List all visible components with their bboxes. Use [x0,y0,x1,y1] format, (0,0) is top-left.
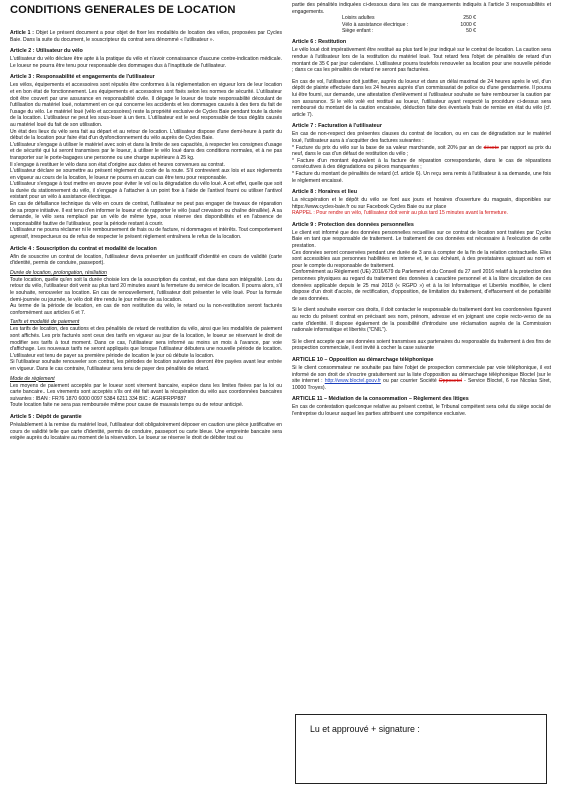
article-2-text: L'utilisateur du vélo déclare être apte à la pratique du vélo et n'avoir connaissance d'aucune contre-indication médicale. Le loueur ne pourra être tenu pour responsable des dommages dus à l'inaptitude de l'utilisateur. [10,56,282,69]
article-4-subtitle-payment: Mode de règlement [10,375,55,382]
article-5-continued-text: partie des pénalités indiquées ci-dessous dans les cas de manquements indiqués à l'article 3 responsabilités et engagements. [292,2,551,15]
price-row: Siège enfant : 50 € [342,28,476,34]
signature-label: Lu et approuvé + signature : [310,724,420,734]
article-7-item-2: * Facture d'un montant équivalent à la facture de réparation correspondante, dans le cas de réparations consécutives à des dégradations ou pièces manquantes ; [292,157,551,171]
article-7-item-3: * Facture du montant de pénalités de retard (cf. article 6). Un reçu sera remis à l'utilisateur à sa demande, une fois le règlement encaissé. [292,170,551,184]
article-7-item-1: * Facture du prix du vélo sur la base de sa valeur marchande, soit 20% par an de décote par rapport au prix du neuf, dans le cas d'un défaut de restitution du vélo ; [292,144,552,158]
article-4-p4: Les tarifs de location, des cautions et des pénalités de retard de restitution du vélo, ainsi que les modalités de paiement sont affichés. Les prix facturés sont ceux des tarifs en vigueur au jour de la location, le loueur se réservant le droit de modifier ses tarifs à tout moment. Dans ce cas, l'utilisateur sera informé au moins un mois à l'avance, par voie d'affichage. Les nouveaux tarifs ne seront appliqués que lorsque l'utilisateur débutera une nouvelle période de location. L'utilisateur est tenu de payer sa première période de location le jour où débute la location. [10,326,282,359]
article-7 [292,123,551,184]
article-4-p6: Les moyens de paiement acceptés par le loueur sont virement bancaire, espèce dans les limites fixées par la loi ou carte bancaire.. Les virements sont acceptés s'ils ont été fait avant la récupération du vélo aux coordonnées bancaires suivantes : IBAN : FR76 1870 6000 0097 5384 6211 334 BIC : AGRIFRPP887 [10,382,282,402]
article-9-title: Article 9 : Protection des données personnelles [292,221,414,228]
article-5 [10,414,282,442]
article-8-title: Article 8 : Horaires et lieu [292,189,358,196]
article-9-p2: Ces données seront conservées pendant une durée de 3 ans à compter de la fin de la relation contractuelle. Elles sont accessibles aux personnes habilitées en interne et, le cas échéant, à des prestataires agissant au nom et pour le compte du responsable de traitement. [292,249,551,269]
article-2-title: Article 2 : Utilisateur du vélo [10,48,83,55]
bloctel-link[interactable]: http://www.bloctel.gouv.fr [324,378,381,385]
article-11-title: ARTICLE 11 – Médiation de la consommation – Règlement des litiges [292,396,469,403]
price-row: Vélo à assistance électrique : 1000 € [342,21,476,28]
article-3-p8: L'utilisateur ne pourra réclamer ni le remboursement de frais ou de facture, ni dommages et intérêts. Tout comportement agressif, irrespectueux ou de refus de respecter le présent règlement entraînera le refus de la location. [10,227,282,241]
article-3-p3: L'utilisateur s'engage à utiliser le matériel avec soin et dans la limite de ses capacités, à respecter les consignes d'usage et de sécurité qui lui seront transmises par le loueur, à utiliser le vélo loué dans des conditions normales, et à ne pas transporter sur le porte-bagages une personne ou une charge supérieure à 25 kg. [10,141,282,161]
article-9-p1: Le client est informé que des données personnelles recueillies sur ce contrat de location sont traitées par Cycles Baie en tant que responsable de traitement. Le traitement de ces données est nécessaire à l'exécution de cette prestation. [292,229,551,250]
page-title: CONDITIONS GENERALES DE LOCATION [10,4,236,16]
article-9-p3: Conformément au Règlement (UE) 2016/679 du Parlement et du Conseil du 27 avril 2016 relatif à la protection des personnes physiques au regard du traitement des données à caractère personnel et à la libre circulation de ces données applicable depuis le 25 mai 2018 (« RGPD ») et à la loi Informatique et Libertés modifiée, le client dispose d'un droit d'accès, de rectification, d'opposition, de limitation du traitement, d'effacement et de portabilité de ses données. [292,269,551,302]
article-4-p7: Toute location faite ne sera pas remboursée même pour cause de mauvais temps ou de retour anticipé. [10,402,244,409]
article-9-p4: Si le client souhaite exercer ces droits, il doit contacter le responsable du traitement dont les coordonnées figurent au recto du présent contrat en précisant ses nom, prénom, adresse et en joignant une copie recto-verso de sa carte d'identité. Il dispose également de la possibilité d'introduire une réclamation auprès de la Commission nationale informatique et libertés ("CNIL"). [292,307,551,334]
article-3-p6: L'utilisateur s'engage à tout mettre en œuvre pour éviter le vol ou la dégradation du vélo loué. A cet effet, quelle que soit la durée du stationnement du vélo, il s'engage à l'attacher à un point fixe à l'aide de l'antivol fourni ou utiliser l'antivol existant pour un vélo à assistance électrique. [10,181,282,201]
article-8-reminder: RAPPEL : Pour rendre un vélo, l'utilisateur doit venir au plus tard 15 minutes avant la fermeture. [292,210,508,217]
article-5-continued [292,2,551,34]
article-4 [10,246,282,409]
signature-box[interactable] [295,714,547,784]
article-3 [10,74,282,240]
article-3-p7: En cas de défaillance technique du vélo en cours de contrat, l'utilisateur ne peut pas engager de travaux de réparation de sa propre initiative. Il est tenu d'en informer le loueur et de rapporter le vélo (sauf crevaison ou chaîne déraillée). A sa demande, le vélo sera remplacé par un vélo de même type, sous réserve des disponibilités et en l'absence de responsabilité fautive de l'utilisateur, pour la période restant à courir. [10,201,282,227]
article-1-text: Objet Le présent document a pour objet de fixer les modalités de location des vélos, proposées par Cycles Baie. Dans la suite du document, le souscripteur du contrat sera dénommé « l'utilisateur ». [10,30,283,43]
article-6-p2: En cas de vol, l'utilisateur doit justifier, auprès du loueur et dans un délai maximal de 24 heures après le vol, d'un dépôt de plainte effectuée dans les 24 heures auprès d'un commissariat de police ou d'une gendarmerie. Il pourra lui être fourni, sur demande, une attestation d'enlèvement si l'utilisateur souhaite se faire rembourser la caution par son assurance. Si le vélo volé est restitué au loueur, l'utilisateur ayant respecté la procédure ci-dessus sera remboursé du montant de la caution encaissée, déduction faite des éventuels frais de remise en état du vélo (cf. article 7). [292,78,551,118]
article-8 [292,189,551,217]
article-10-p1: Si le client consommateur ne souhaite pas faire l'objet de prospection commerciale par voie téléphonique, il est informé de son droit de s'inscrire gratuitement sur la liste d'opposition au démarchage téléphonique Bloctel (sur le site internet : http://www.bloctel.gouv.fr ou par courrier Société Opposetel - Service Bloctel, 6 rue Nicolas Siret, 10000 Troyes). [292,364,552,391]
article-1-title: Article 1 : [10,30,34,36]
article-4-p2: Toute location, quelle qu'en soit la durée choisie lors de la souscription du contrat, est due dans son intégralité. Lors du retour du vélo, l'utilisateur doit venir au plus tard 20 minutes avant la fermeture du service de location. Il pourra alors, s'il le souhaite, renouveler sa location. En cas de renouvellement, l'utilisateur doit présenter le vélo loué. Pour la formule demi-journée ou journée, le vélo doit être rendu le jour même de sa location. [10,276,282,303]
article-7-p1: En cas de non-respect des présentes clauses du contrat de location, ou en cas de dégradation sur le matériel loué, l'utilisateur aura à s'acquitter des factures suivantes : [292,131,551,144]
price-row: Loisirs adultes 250 € [342,15,476,22]
article-7-title: Article 7 : Facturation à l'utilisateur [292,123,382,130]
article-3-p1: Les vélos, équipements et accessoires sont réputés être conformes à la réglementation en vigueur lors de leur location et en bon état de fonctionnement. Les équipements et accessoires sont fixés selon les normes de sécurité. L'utilisateur doit être couvert par une assurance en responsabilité civile. Il dégage le loueur de toute responsabilité découlant de l'utilisation du matériel loué, notamment en ce qui concerne les accidents et les dommages causés à des tiers du fait de l'usage du vélo. Le matériel loué (vélo et accessoires) reste la propriété exclusive de Cycles Baie pendant toute la durée de la location. L'utilisateur ne peut les sous-louer à un tiers. L'utilisateur est le seul responsable de tous dégâts causés au matériel loué du fait de son utilisation. [10,82,282,128]
article-4-p5: Si l'utilisateur souhaite renouveler son contrat, les périodes de location suivantes devront être payées avant leur entrée en vigueur. Dans le cas contraire, l'utilisateur sera tenu de payer des pénalités de retard. [10,359,282,372]
article-6-title: Article 6 : Restitution [292,39,347,46]
article-3-p4: Il s'engage à restituer le vélo dans son état d'origine aux dates et heures convenues au contrat. [10,161,225,168]
article-4-p3: Au terme de la période de location, en cas de non restitution du vélo, le retard ou la non-restitution seront facturés conformément aux articles 6 et 7. [10,303,282,316]
article-4-title: Article 4 : Souscription du contrat et modalité de location [10,245,157,252]
article-4-subtitle-duration: Durée de location, prolongation, résiliation [10,269,107,276]
article-4-p1: Afin de souscrire un contrat de location, l'utilisateur devra présenter un justificatif d'identité en cours de validité (carte d'identité, permis de conduire, passeport). [10,253,282,267]
deposit-price-list [342,15,551,34]
article-3-title: Article 3 : Responsabilité et engagements de l'utilisateur [10,74,155,81]
left-column [10,30,282,447]
article-11-p1: En cas de contestation quelconque relative au présent contrat, le Tribunal compétent sera celui du siège social de l'entreprise du loueur auquel les parties attribuent une compétence exclusive. [292,404,551,417]
article-9 [292,222,551,352]
article-1 [10,30,282,43]
article-6-p1: Le vélo loué doit impérativement être restitué au plus tard le jour indiqué sur le contrat de location. La caution sera rendue à l'utilisateur lors de la restitution du matériel loué. Tout retard fera l'objet de pénalités de retard d'un montant de 35 € par jour calendaire. L'utilisateur pourra toutefois renouveler sa location pour une nouvelle période ; dans ce cas les pénalités de retard ne seront pas facturées. [292,47,551,74]
article-8-p1: La récupération et le dépôt du vélo se font aux jours et horaires d'ouverture du magasin, disponibles sur https://www.cycles-baie.fr ou sur Facebook Cycles Baie ou sur place [292,197,551,210]
article-2 [10,48,282,69]
article-5-text: Préalablement à la remise du matériel loué, l'utilisateur doit obligatoirement déposer en caution une pièce justificative en cours de validité telle que carte d'identité, permis de conduire, passeport ou carte bleue. Une empreinte bancaire sera exigée auprès du locataire au moment de la réservation. Le loueur se réserve le droit de débiter tout ou [10,421,282,442]
article-10 [292,357,551,391]
article-9-p5: Si le client accepte que ses données soient transmises aux partenaires du responsable du traitement à des fins de prospection commerciale, il est invité à cocher la case suivante [292,338,551,352]
article-4-subtitle-tariffs: Tarifs et modalité de paiement [10,319,80,326]
article-3-p2: Un état des lieux du vélo sera fait au départ et au retour de location. L'utilisateur dispose d'une demi-heure à partir du début de la location pour faire état d'un dysfonctionnement du vélo auprès de Cycles Baie. [10,128,282,142]
right-column [292,2,551,423]
article-10-title: ARTICLE 10 – Opposition au démarchage téléphonique [292,356,434,363]
article-5-title: Article 5 : Dépôt de garantie [10,413,82,420]
article-6 [292,39,551,118]
article-3-p5: L'utilisateur déclare se soumettre au présent règlement du code de la route. S'il contrevient aux lois et aux règlements en vigueur au cours de la location, le loueur ne pourra en aucun cas être tenu pour responsable. [10,168,282,181]
article-11 [292,396,551,417]
